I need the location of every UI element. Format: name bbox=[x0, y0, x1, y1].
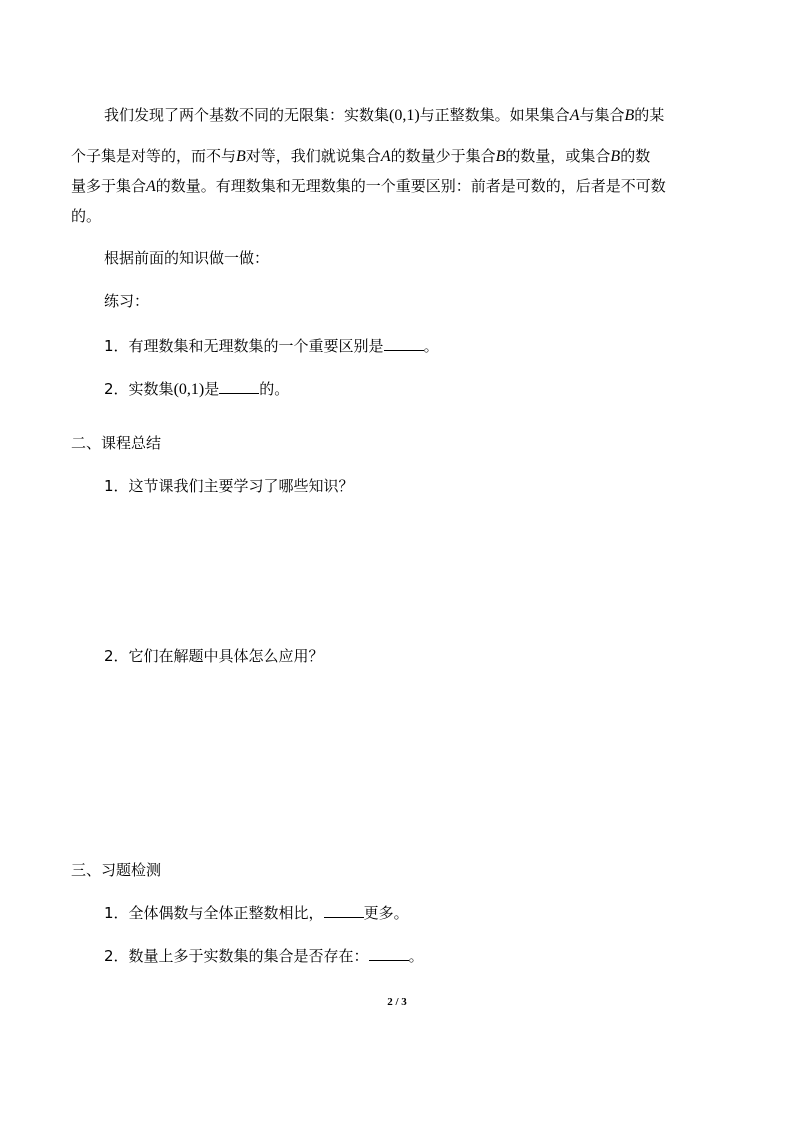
answer-blank[interactable] bbox=[369, 945, 409, 961]
prompt-text: 根据前面的知识做一做： bbox=[104, 249, 270, 267]
var-a: A bbox=[569, 107, 580, 124]
intro-line-3: 量多于集合A的数量。有理数集和无理数集的一个重要区别：前者是可数的，后者是不可数 bbox=[71, 177, 666, 195]
question-number: 2． bbox=[104, 947, 129, 965]
exercise-question-1: 1．全体偶数与全体正整数相比， 更多。 bbox=[104, 904, 409, 922]
intro-line-1: 我们发现了两个基数不同的无限集：实数集(0,1)与正整数集。如果集合A与集合B的某 bbox=[104, 106, 665, 124]
answer-blank[interactable] bbox=[219, 378, 259, 394]
section-heading-exercises: 三、习题检测 bbox=[71, 861, 162, 879]
question-number: 1． bbox=[104, 477, 129, 495]
question-number: 1． bbox=[104, 337, 129, 355]
answer-blank[interactable] bbox=[384, 335, 424, 351]
summary-question-2: 2．它们在解题中具体怎么应用？ bbox=[104, 647, 324, 665]
practice-heading: 练习： bbox=[104, 292, 150, 310]
question-number: 2． bbox=[104, 647, 129, 665]
exercise-question-2: 2．数量上多于实数集的集合是否存在： 。 bbox=[104, 947, 424, 965]
practice-question-1: 1．有理数集和无理数集的一个重要区别是 。 bbox=[104, 337, 439, 355]
intro-line-4: 的。 bbox=[71, 207, 102, 225]
var-b: B bbox=[624, 107, 635, 124]
practice-question-2: 2．实数集(0,1)是 的。 bbox=[104, 380, 290, 398]
answer-blank[interactable] bbox=[324, 902, 364, 918]
question-number: 2． bbox=[104, 380, 129, 398]
section-heading-summary: 二、课程总结 bbox=[71, 434, 162, 452]
question-number: 1． bbox=[104, 904, 129, 922]
interval-0-1: (0,1) bbox=[389, 107, 420, 124]
page-number: 2 / 3 bbox=[387, 996, 407, 1008]
summary-question-1: 1．这节课我们主要学习了哪些知识？ bbox=[104, 477, 354, 495]
intro-line-2: 个子集是对等的，而不与B对等，我们就说集合A的数量少于集合B的数量，或集合B的数 bbox=[71, 147, 651, 165]
